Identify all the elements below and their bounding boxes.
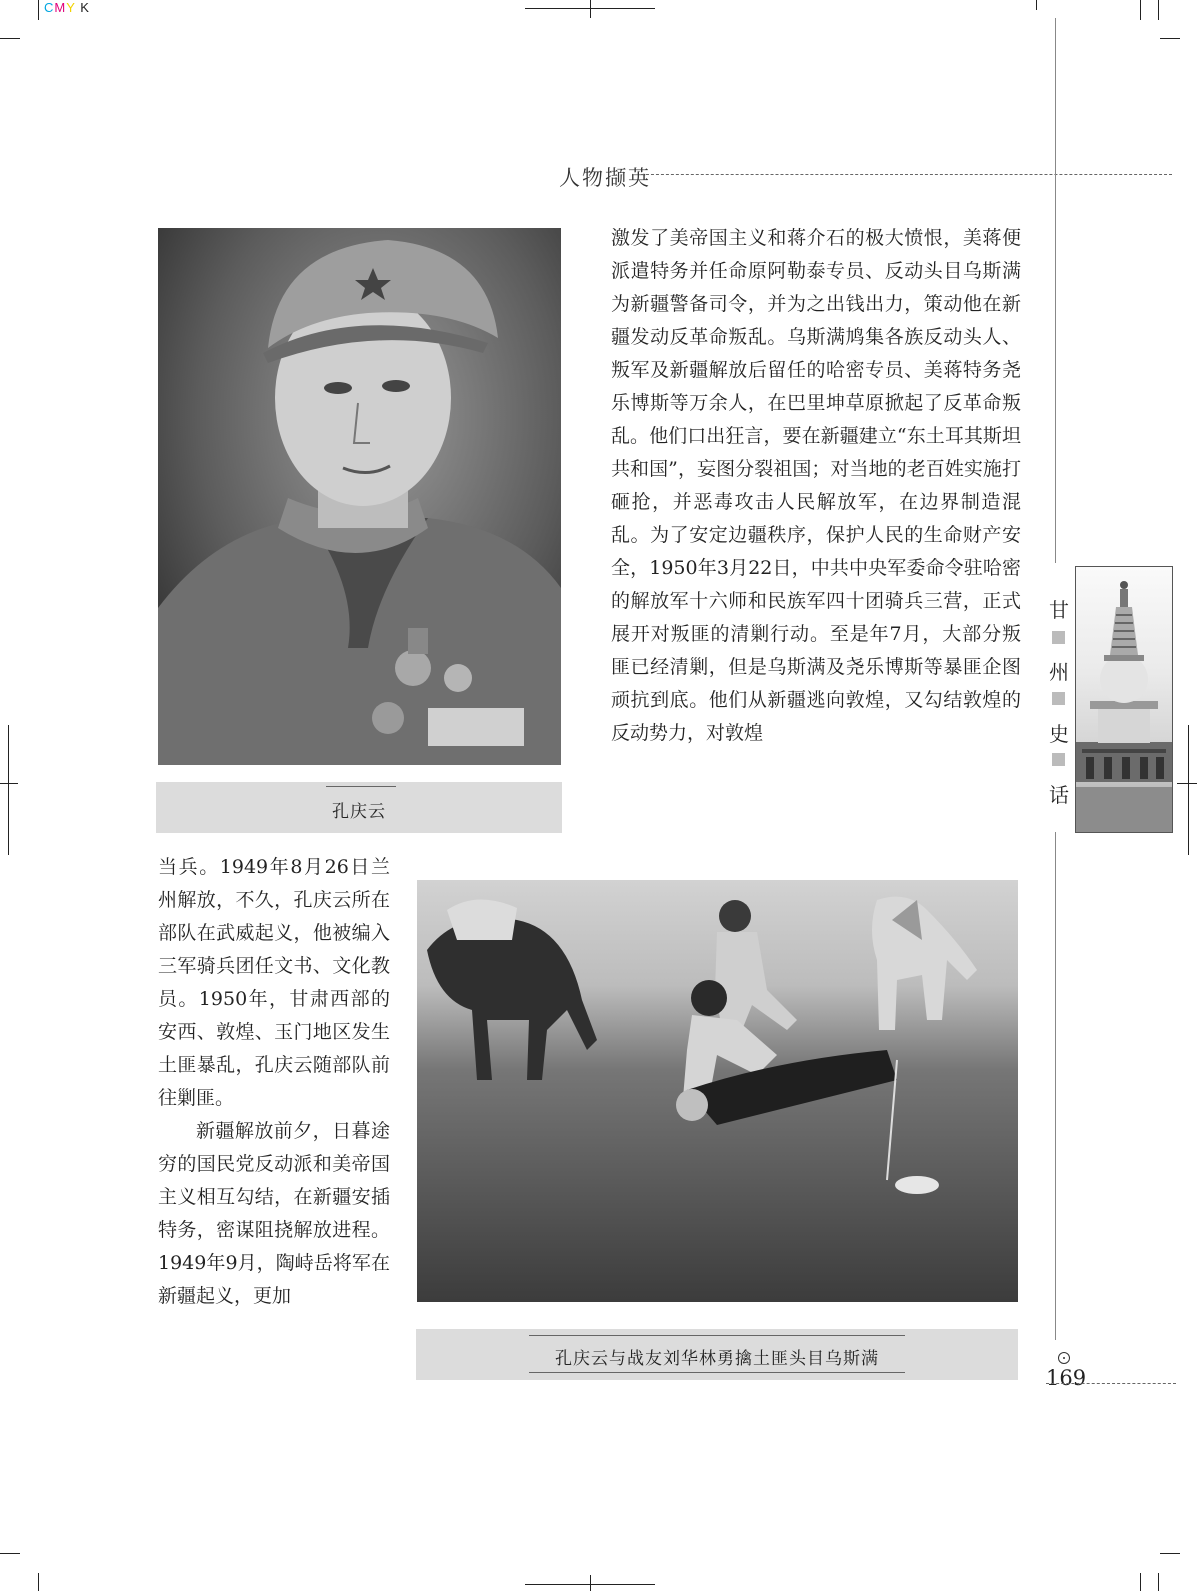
left-paragraph-2: 新疆解放前夕，日暮途穷的国民党反动派和美帝国主义相互勾结，在新疆安插特务，密谋阻挠解放进程。1949年9月，陶峙岳将军在新疆起义，更加 [158,1120,390,1307]
crop-mark [0,783,18,784]
cmyk-k: K [80,0,90,15]
side-tab-char-2: 州 [1049,660,1069,684]
page-number-dot-icon [1058,1352,1070,1364]
caption-rule-top [326,786,396,787]
crop-mark [590,1575,591,1591]
crop-mark [38,0,39,20]
side-tab-square [1052,692,1065,705]
pagoda-photo [1075,566,1173,833]
right-paragraph: 激发了美帝国主义和蒋介石的极大愤恨，美蒋便派遣特务并任命原阿勒泰专员、反动头目乌斯满为新疆警备司令，并为之出钱出力，策动他在新疆发动反革命叛乱。乌斯满鸠集各族反动头人、叛军及新疆解放后留任的哈密专员、美蒋特务尧乐博斯等万余人，在巴里坤草原掀起了反革命叛乱。他们口出狂言，要在新疆建立“东土耳其斯坦共和国”，妄图分裂祖国；对当地的老百姓实施打砸抢，并恶毒攻击人民解放军，在边界制造混乱。为了安定边疆秩序，保护人民的生命财产安全，1950年3月22日，中共中央军委命令驻哈密的解放军十六师和民族军四十团骑兵三营，正式展开对叛匪的清剿行动。至是年7月，大部分叛匪已经清剿，但是乌斯满及尧乐博斯等暴匪企图顽抗到底。他们从新疆逃向敦煌，又勾结敦煌的反动势力，对敦煌 [611,227,1021,744]
cmyk-m: M [54,0,67,15]
footer-dashed-rule [1046,1383,1176,1384]
portrait-image [158,228,561,765]
crop-mark [1160,38,1180,39]
portrait-caption-box [156,782,562,833]
crop-mark [1158,0,1159,20]
crop-mark [1158,1573,1159,1591]
crop-mark [0,1553,20,1554]
crop-mark [1188,725,1189,855]
side-tab-char-4: 话 [1049,783,1069,807]
crop-mark [0,38,20,39]
left-paragraph-1: 当兵。1949年8月26日兰州解放，不久，孔庆云所在部队在武威起义，他被编入三军骑兵团任文书、文化教员。1950年，甘肃西部的安西、敦煌、玉门地区发生土匪暴乱，孔庆云随部队前往剿匪。 [158,856,390,1109]
portrait-photo [158,228,561,765]
cmyk-color-bar [44,0,90,15]
crop-mark [1160,1553,1180,1554]
cmyk-y: Y [66,0,76,15]
capture-caption: 孔庆云与战友刘华林勇擒土匪头目乌斯满 [555,1349,879,1369]
crop-mark [1140,0,1141,20]
margin-vertical-rule [1055,832,1056,1340]
caption-rule-bottom [529,1372,905,1373]
crop-mark [590,0,591,18]
left-text-column [158,851,390,1313]
margin-vertical-rule [1055,18,1056,563]
page-number: 169 [1046,1366,1087,1390]
side-tab-square [1052,631,1065,644]
crop-mark [1177,783,1197,784]
crop-mark [1036,0,1037,10]
caption-rule-top [529,1335,905,1336]
crop-mark [1140,1573,1141,1591]
side-tab-square [1052,753,1065,766]
capture-scene-image [417,880,1018,1302]
right-text-column [611,222,1021,750]
cmyk-c: C [44,0,55,15]
capture-scene-photo [417,880,1018,1302]
crop-mark [38,1573,39,1591]
section-title: 人物撷英 [559,166,651,190]
portrait-caption: 孔庆云 [332,802,386,822]
side-tab-char-3: 史 [1049,722,1069,746]
capture-caption-box [416,1329,1018,1380]
pagoda-image [1076,567,1172,832]
side-tab-char-1: 甘 [1049,598,1069,622]
crop-mark [8,725,9,855]
header-dashed-rule [641,174,1172,175]
